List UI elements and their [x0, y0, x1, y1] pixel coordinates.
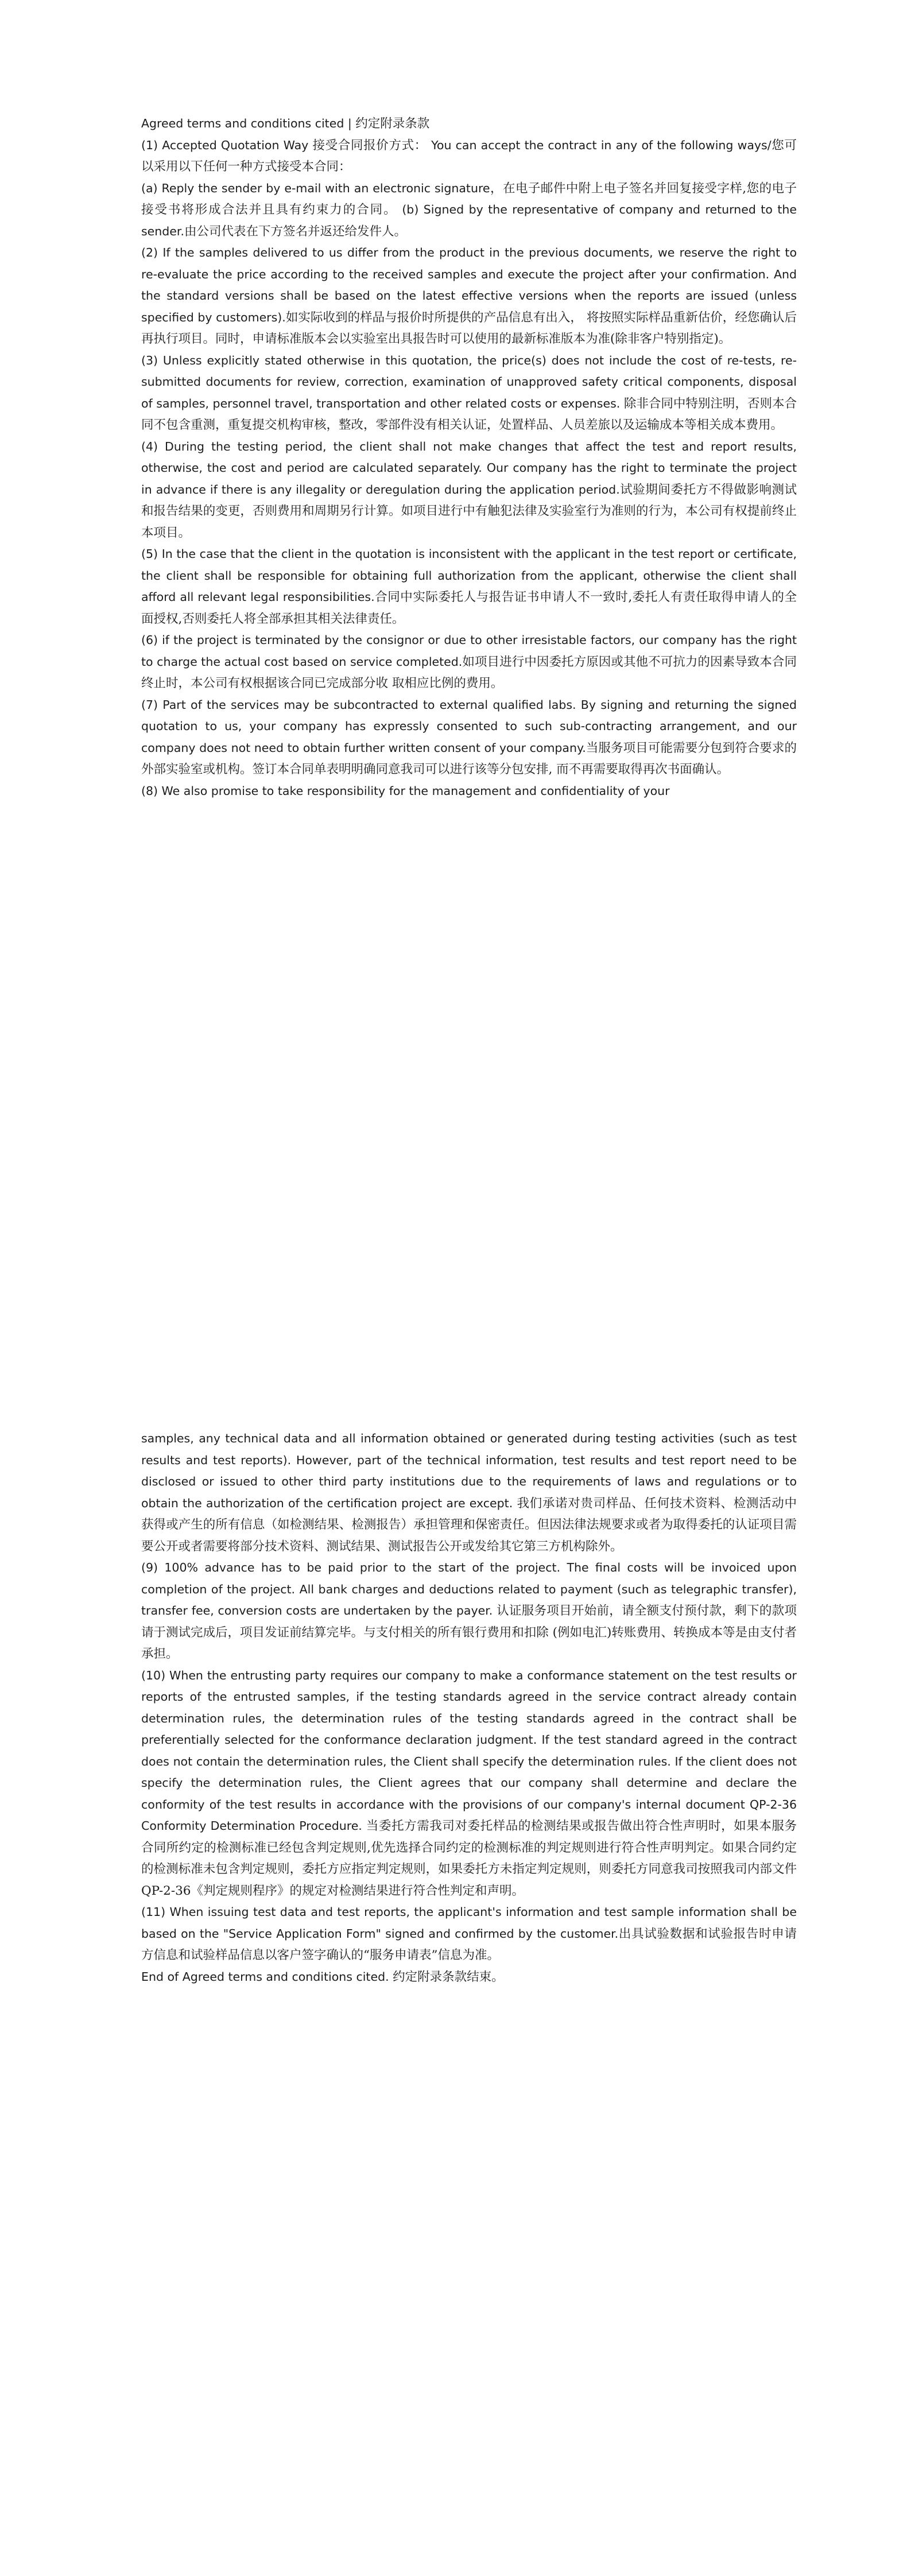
clause-1-intro: (1) Accepted Quotation Way 接受合同报价方式： You can accept the contract in any of the following ways/您可以采用以下任何一种方式接受本合同： — [141, 138, 797, 174]
terms-page-1 — [141, 113, 797, 802]
terms-title: Agreed terms and conditions cited | 约定附录条款 — [141, 117, 430, 131]
clause-5: (5) In the case that the client in the quotation is inconsistent with the applicant in the test report or certificate, the client shall be responsible for obtaining full authorization from the applicant, otherwise the client shall afford all relevant legal responsibilities.合同中实际委托人与报告证书申请人不一致时,委托人有责任取得申请人的全面授权,否则委托人将全部承担其相关法律责任。 — [141, 547, 797, 626]
clause-2: (2) If the samples delivered to us differ from the product in the previous documents, we reserve the right to re-evaluate the price according to the received samples and execute the project after your confirmation. And the standard versions shall be based on the latest effective versions when the reports are issued (unless specified by customers).如实际收到的样品与报价时所提供的产品信息有出入， 将按照实际样品重新估价，经您确认后再执行项目。同时，申请标准版本会以实验室出具报告时可以使用的最新标准版本为准(除非客户特别指定)。 — [141, 246, 797, 346]
clause-7: (7) Part of the services may be subcontracted to external qualified labs. By signing and returning the signed quotation to us, your company has expressly consented to such sub-contracting arrangement, and our company does not need to obtain further written consent of your company.当服务项目可能需要分包到符合要求的外部实验室或机构。签订本合同单表明明确同意我司可以进行该等分包安排, 而不再需要取得再次书面确认。 — [141, 697, 797, 777]
clause-11: (11) When issuing test data and test reports, the applicant's information and test sample information shall be based on the "Service Application Form" signed and confirmed by the customer.出具试验数据和试验报告时申请方信息和试验样品信息以客户签字确认的“服务申请表”信息为准。 — [141, 1905, 797, 1962]
clause-3: (3) Unless explicitly stated otherwise in this quotation, the price(s) does not include the cost of re-tests, re-submitted documents for review, correction, examination of unapproved safety critical components, disposal of samples, personnel travel, transportation and other related costs or expenses. 除非合同中特别注明，否则本合同不包含重测，重复提交机构审核，整改，零部件没有相关认证，处置样品、人员差旅以及运输成本等相关成本费用。 — [141, 353, 797, 432]
clause-8-start: (8) We also promise to take responsibility for the management and confidentiality of your — [141, 783, 670, 798]
clause-8-continued: samples, any technical data and all information obtained or generated during testing activities (such as test results and test reports). However, part of the technical information, test results and test report need to be disclosed or issued to other third party institutions due to the requirements of laws and regulations or to obtain the authorization of the certification project are except. 我们承诺对贵司样品、任何技术资料、检测活动中获得或产生的所有信息（如检测结果、检测报告）承担管理和保密责任。但因法律法规要求或者为取得委托的认证项目需要公开或者需要将部分技术资料、测试结果、测试报告公开或发给其它第三方机构除外。 — [141, 1431, 797, 1554]
terms-end: End of Agreed terms and conditions cited. 约定附录条款结束。 — [141, 1969, 504, 1984]
clause-1-option-a: (a) Reply the sender by e-mail with an electronic signature，在电子邮件中附上电子签名并回复接受字样,您的电子接受书将形成合法并且具有约束力的合同。 (b) Signed by the representative of company and returned to the sender.由公司代表在下方签名并返还给发件人。 — [141, 181, 797, 239]
terms-page-2 — [141, 1428, 797, 1988]
clause-9: (9) 100% advance has to be paid prior to the start of the project. The final costs will be invoiced upon completion of the project. All bank charges and deductions related to payment (such as telegraphic transfer), transfer fee, conversion costs are undertaken by the payer. 认证服务项目开始前，请全额支付预付款，剩下的款项请于测试完成后，项目发证前结算完毕。与支付相关的所有银行费用和扣除 (例如电汇)转账费用、转换成本等是由支付者承担。 — [141, 1561, 797, 1661]
clause-6: (6) if the project is terminated by the consignor or due to other irresistable factors, our company has the right to charge the actual cost based on service completed.如项目进行中因委托方原因或其他不可抗力的因素导致本合同终止时，本公司有权根据该合同已完成部分收 取相应比例的费用。 — [141, 633, 797, 690]
clause-10: (10) When the entrusting party requires our company to make a conformance statement on the test results or reports of the entrusted samples, if the testing standards agreed in the service contract already contain determination rules, the determination rules of the testing standards agreed in the contract shall be preferentially selected for the conformance declaration judgment. If the test standard agreed in the contract does not contain the determination rules, the Client shall specify the determination rules. If the client does not specify the determination rules, the Client agrees that our company shall determine and declare the conformity of the test results in accordance with the provisions of our company's internal document QP-2-36 Conformity Determination Procedure. 当委托方需我司对委托样品的检测结果或报告做出符合性声明时，如果本服务合同所约定的检测标准已经包含判定规则,优先选择合同约定的检测标准的判定规则进行符合性声明判定。如果合同约定的检测标准未包含判定规则，委托方应指定判定规则，如果委托方未指定判定规则，则委托方同意我司按照我司内部文件QP-2-36《判定规则程序》的规定对检测结果进行符合性判定和声明。 — [141, 1668, 797, 1898]
clause-4: (4) During the testing period, the client shall not make changes that affect the test and report results, otherwise, the cost and period are calculated separately. Our company has the right to terminate the project in advance if there is any illegality or deregulation during the application period.试验期间委托方不得做影响测试和报告结果的变更，否则费用和周期另行计算。如项目进行中有触犯法律及实验室行为准则的行为，本公司有权提前终止本项目。 — [141, 439, 797, 540]
